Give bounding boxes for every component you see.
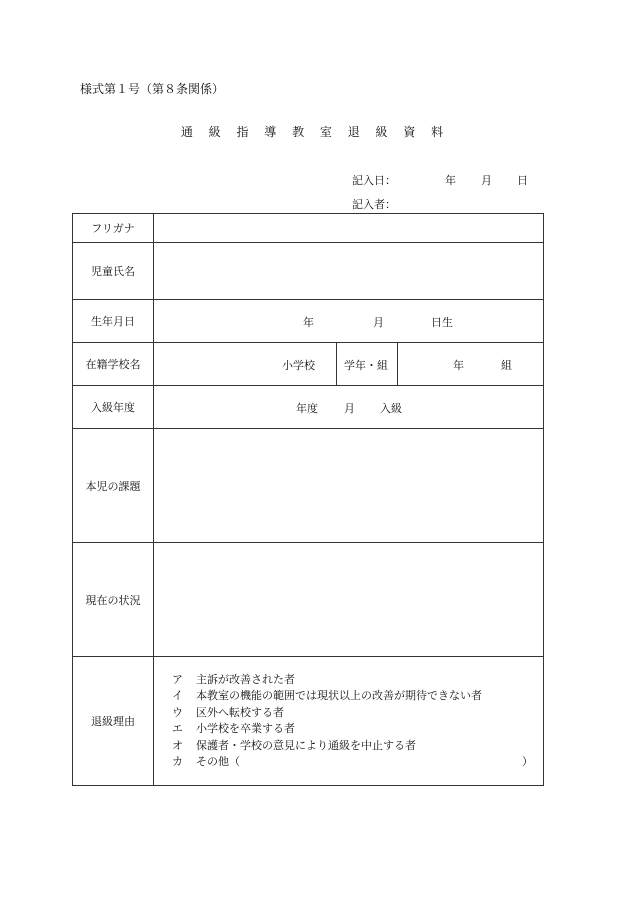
- birthdate-day-unit: 日生: [431, 316, 453, 329]
- reason-text: 本教室の機能の範囲では現状以上の改善が期待できない者: [196, 689, 482, 702]
- reason-item[interactable]: [172, 672, 543, 689]
- reason-other-close-paren: ）: [522, 755, 533, 768]
- status-field[interactable]: [154, 543, 544, 657]
- reason-text: 主訴が改善された者: [196, 672, 295, 686]
- child-name-label: 児童氏名: [73, 243, 154, 300]
- school-label: 在籍学校名: [73, 343, 154, 386]
- school-field[interactable]: [154, 343, 544, 386]
- reason-mark: ア: [172, 672, 183, 686]
- reason-text: 保護者・学校の意見により通級を中止する者: [196, 738, 416, 752]
- grade-unit: 年: [453, 359, 464, 372]
- birthdate-label: 生年月日: [73, 300, 154, 343]
- child-name-field[interactable]: [154, 243, 544, 300]
- reason-item[interactable]: [172, 721, 543, 738]
- birthdate-year-unit: 年: [303, 316, 314, 329]
- enrollment-month-unit: 月: [344, 402, 355, 415]
- row-status: [73, 543, 544, 657]
- form-table: [72, 213, 544, 786]
- reason-text: 小学校を卒業する者: [196, 722, 295, 735]
- issues-label: 本児の課題: [73, 429, 154, 543]
- row-enrollment: [73, 386, 544, 429]
- enrollment-enrolled: 入級: [380, 402, 402, 415]
- row-child-name: [73, 243, 544, 300]
- reason-mark: カ: [172, 755, 183, 768]
- reason-item-other[interactable]: [172, 754, 543, 771]
- form-number: 様式第１号（第８条関係）: [80, 82, 225, 96]
- reason-label: 退級理由: [73, 657, 154, 786]
- reason-list: [154, 672, 543, 771]
- reason-text: その他（: [196, 755, 240, 768]
- entry-date-label: 記入日：: [352, 174, 396, 187]
- row-school: [73, 343, 544, 386]
- row-issues: [73, 429, 544, 543]
- status-label: 現在の状況: [73, 543, 154, 657]
- reason-item[interactable]: [172, 738, 543, 755]
- issues-field[interactable]: [154, 429, 544, 543]
- enrollment-year-unit: 年度: [296, 402, 318, 415]
- furigana-field[interactable]: [154, 214, 544, 243]
- row-furigana: [73, 214, 544, 243]
- enrollment-field[interactable]: [154, 386, 544, 429]
- birthdate-month-unit: 月: [373, 316, 384, 329]
- entry-date-month: 月: [481, 174, 492, 187]
- document-title: 通 級 指 導 教 室 退 級 資 料: [180, 125, 450, 139]
- school-suffix: 小学校: [282, 359, 315, 372]
- row-birthdate: [73, 300, 544, 343]
- entry-date-year: 年: [445, 174, 456, 187]
- birthdate-field[interactable]: [154, 300, 544, 343]
- entry-date-day: 日: [517, 174, 528, 187]
- entry-writer-label: 記入者：: [352, 198, 396, 211]
- reason-mark: オ: [172, 738, 183, 752]
- row-reason: [73, 657, 544, 786]
- reason-text: 区外へ転校する者: [196, 705, 284, 719]
- reason-field[interactable]: [154, 657, 544, 786]
- furigana-label: フリガナ: [73, 214, 154, 243]
- class-unit: 組: [501, 359, 512, 372]
- grade-class-label: 学年・組: [344, 359, 388, 372]
- entry-date-row: [352, 172, 532, 188]
- grade-class-label-box: [336, 343, 398, 385]
- reason-item[interactable]: [172, 705, 543, 722]
- reason-item[interactable]: [172, 688, 543, 705]
- reason-mark: エ: [172, 722, 183, 735]
- enrollment-label: 入級年度: [73, 386, 154, 429]
- reason-mark: ウ: [172, 705, 183, 719]
- reason-mark: イ: [172, 689, 183, 702]
